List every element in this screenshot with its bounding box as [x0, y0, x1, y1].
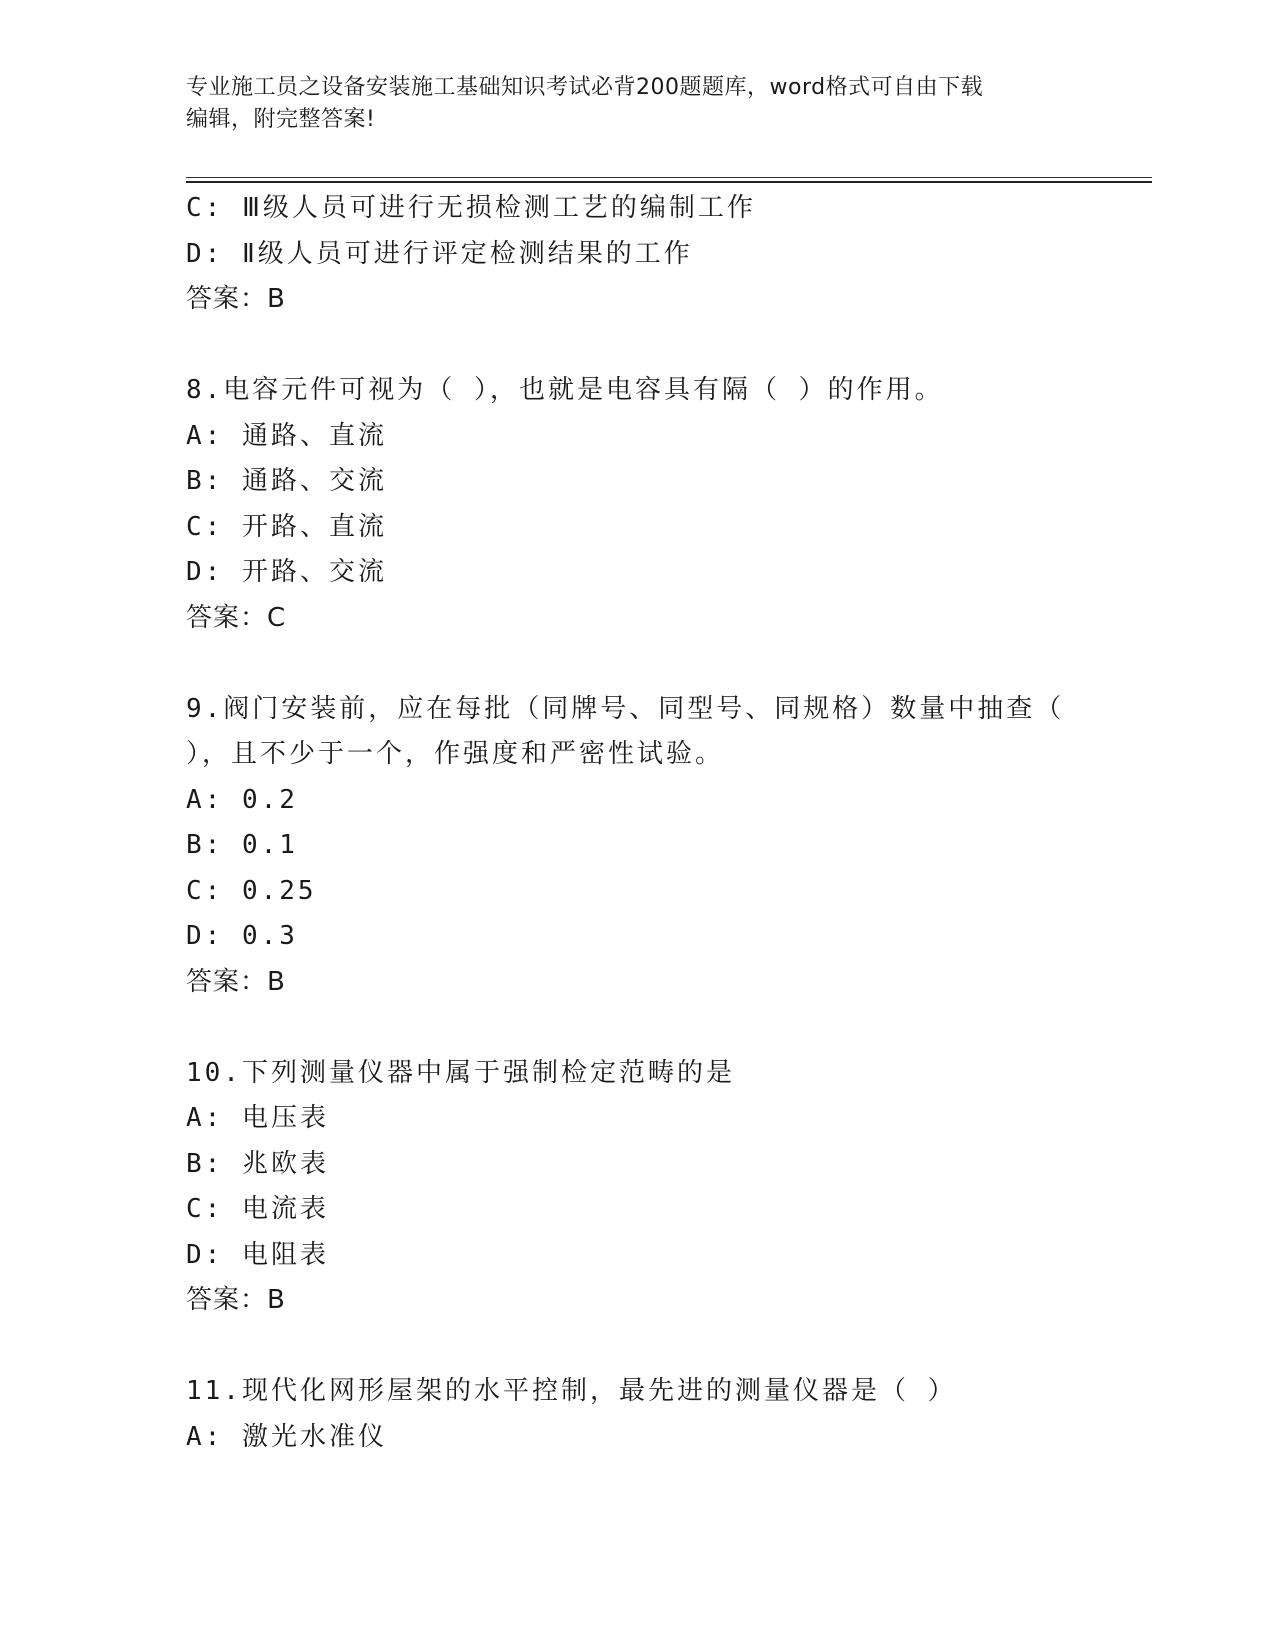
option-d: D: Ⅱ级人员可进行评定检测结果的工作 — [186, 238, 693, 269]
option-a: A: 激光水准仪 — [186, 1421, 387, 1452]
document-header — [186, 72, 1086, 136]
spacer — [186, 1324, 1086, 1370]
spacer — [186, 1005, 1086, 1051]
option-c: C: 开路、直流 — [186, 511, 387, 542]
answer-line: 答案：B — [186, 966, 286, 997]
option-d: D: 开路、交流 — [186, 557, 387, 587]
option-a: A: 电压表 — [186, 1103, 329, 1133]
question-9 — [186, 687, 1086, 1006]
option-d: D: 0.3 — [186, 921, 298, 951]
spacer — [186, 641, 1086, 687]
question-11 — [186, 1369, 1086, 1460]
option-a: A: 通路、直流 — [186, 420, 387, 451]
option-c: C: Ⅲ级人员可进行无损检测工艺的编制工作 — [186, 193, 756, 223]
answer-line: 答案：B — [186, 1285, 286, 1315]
header-divider-thick — [186, 181, 1152, 183]
option-c: C: 0.25 — [186, 875, 317, 906]
option-b: B: 通路、交流 — [186, 466, 387, 496]
option-d: D: 电阻表 — [186, 1239, 329, 1270]
question-list — [186, 186, 1086, 1460]
option-b: B: 0.1 — [186, 830, 298, 860]
answer-line: 答案：B — [186, 284, 286, 314]
question-text: 11.现代化网形屋架的水平控制，最先进的测量仪器是（ ） — [186, 1376, 957, 1406]
question-text: 8.电容元件可视为（ ），也就是电容具有隔（ ）的作用。 — [186, 375, 944, 405]
question-text: 9.阀门安装前，应在每批（同牌号、同型号、同规格）数量中抽查（ — [186, 693, 1065, 724]
header-title-line-2: 编辑，附完整答案! — [186, 107, 376, 132]
header-divider-thin — [186, 177, 1152, 178]
question-continued — [186, 186, 1086, 323]
question-text: 10.下列测量仪器中属于强制检定范畴的是 — [186, 1057, 735, 1088]
option-b: B: 兆欧表 — [186, 1148, 329, 1179]
header-title-line-1: 专业施工员之设备安装施工基础知识考试必背200题题库，word格式可自由下载 — [186, 75, 984, 100]
question-8 — [186, 368, 1086, 641]
option-c: C: 电流表 — [186, 1194, 329, 1224]
spacer — [186, 323, 1086, 369]
question-text-continued: ），且不少于一个，作强度和严密性试验。 — [186, 739, 725, 769]
option-a: A: 0.2 — [186, 784, 298, 815]
question-10 — [186, 1051, 1086, 1324]
answer-line: 答案：C — [186, 602, 287, 633]
